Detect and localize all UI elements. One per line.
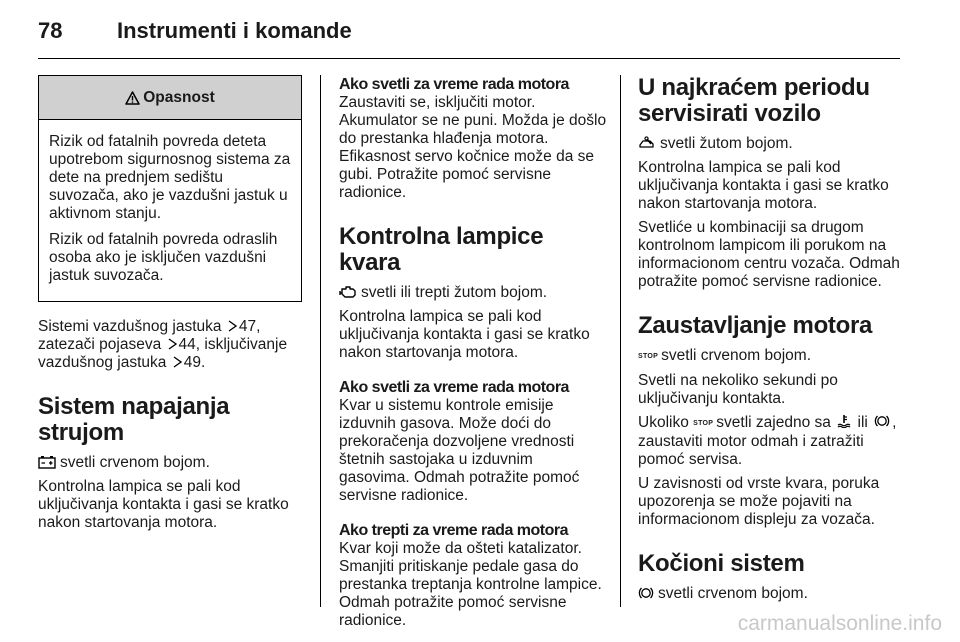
page-title: Instrumenti i komande: [117, 18, 352, 43]
heading-charging-system: Sistem napajanja strujom: [38, 393, 230, 446]
warning-text-child: Rizik od fatalnih povreda deteta upotrebom sigurnosnog sistema za dete na prednjem sedištu suvozača, ako je vazdušni jastuk u aktivnom stanju.: [49, 133, 291, 222]
service-description-1: Kontrolna lampica se pali kod uključivanja kontakta i gasi se kratko nakon startovanja motora.: [638, 159, 889, 212]
heading-engine-stop: Zaustavljanje motora: [638, 312, 873, 339]
charging-lamp-line: svetli crvenom bojom.: [38, 454, 306, 472]
stop-description-3: U zavisnosti od vrste kvara, poruka upozorenja se može pojaviti na informacionom displeju za vozača.: [638, 475, 880, 528]
heading-brake-system: Kočioni sistem: [638, 550, 805, 577]
engine-check-icon: [339, 285, 357, 299]
service-description-2: Svetliće u kombinaciji sa drugom kontrolnom lampicom ili porukom na informacionom centru vozača. Odmah potražite pomoć servisne radionice.: [638, 219, 900, 290]
malfunction-description: Kontrolna lampica se pali kod uključivanja kontakta i gasi se kratko nakon startovanja motora.: [339, 308, 590, 361]
header-rule: [38, 58, 900, 59]
stop-description-2: Ukoliko STOP svetli zajedno sa ili , zaustaviti motor odmah i zatražiti pomoć servisa.: [638, 414, 897, 468]
watermark: carmanualsonline.info: [737, 612, 942, 635]
malfunction-lamp-line: svetli ili trepti žutom bojom.: [339, 284, 607, 302]
brake-lamp-line: svetli crvenom bojom.: [638, 585, 906, 603]
stop-lamp-line: STOP svetli crvenom bojom.: [638, 347, 812, 364]
heading-malfunction-lamp: Kontrolna lampice kvara: [339, 223, 544, 276]
column-3: [638, 75, 906, 609]
column-divider: [320, 75, 321, 607]
cross-reference-icon: [228, 320, 237, 332]
warning-text-adult: Rizik od fatalnih povreda odraslih osoba ako je isključen vazdušni jastuk suvozača.: [49, 231, 278, 284]
heading-service-vehicle: U najkraćem periodu servisirati vozilo: [638, 74, 870, 127]
column-1: [38, 75, 306, 538]
stop-description-1: Svetli na nekoliko sekundi po uključivanju kontakta.: [638, 372, 838, 407]
page-number: 78: [38, 18, 63, 43]
cross-reference-icon: [173, 356, 182, 368]
wrench-car-icon: [638, 136, 656, 150]
column-divider: [620, 75, 621, 607]
while-running-text: Zaustaviti se, isključiti motor. Akumulator se ne puni. Možda je došlo do prestanka hlađenja motora. Efikasnost servo kočnice može da se gubi. Potražite pomoć servisne radionice.: [339, 94, 607, 201]
danger-warning-box: [38, 75, 302, 302]
warning-triangle-icon: [125, 91, 140, 105]
lights-while-running-text: Kvar u sistemu kontrole emisije izduvnih gasova. Može doći do prekoračenja dozvoljene vrednosti štetnih sastojaka u izduvnim gasovima. Odmah potražite pomoć servisne radionice.: [339, 397, 580, 504]
stop-icon: STOP: [693, 420, 714, 427]
charging-description: Kontrolna lampica se pali kod uključivanja kontakta i gasi se kratko nakon startovanja motora.: [38, 478, 289, 531]
warning-title: Opasnost: [143, 88, 215, 106]
flashes-while-running-text: Kvar koji može da ošteti katalizator. Smanjiti pritiskanje pedale gasa do prestanka treptanja kontrolne lampice. Odmah potražite pomoć servisne radionice.: [339, 540, 602, 629]
brake-system-icon: [874, 414, 890, 428]
coolant-temperature-icon: [837, 414, 851, 428]
airbag-references: Sistemi vazdušnog jastuka 47, zatezači pojaseva 44, isključivanje vazdušnog jastuka 49.: [38, 318, 288, 371]
warning-header: [39, 76, 301, 120]
subheading-while-running: Ako svetli za vreme rada motora: [339, 76, 569, 93]
column-2: [339, 75, 607, 636]
battery-icon: [38, 455, 56, 469]
service-lamp-line: svetli žutom bojom.: [638, 135, 906, 153]
cross-reference-icon: [168, 338, 177, 350]
subheading-lights-while-running: Ako svetli za vreme rada motora: [339, 379, 569, 396]
brake-system-icon: [638, 586, 654, 600]
stop-icon: STOP: [638, 353, 659, 360]
subheading-flashes-while-running: Ako trepti za vreme rada motora: [339, 522, 569, 539]
